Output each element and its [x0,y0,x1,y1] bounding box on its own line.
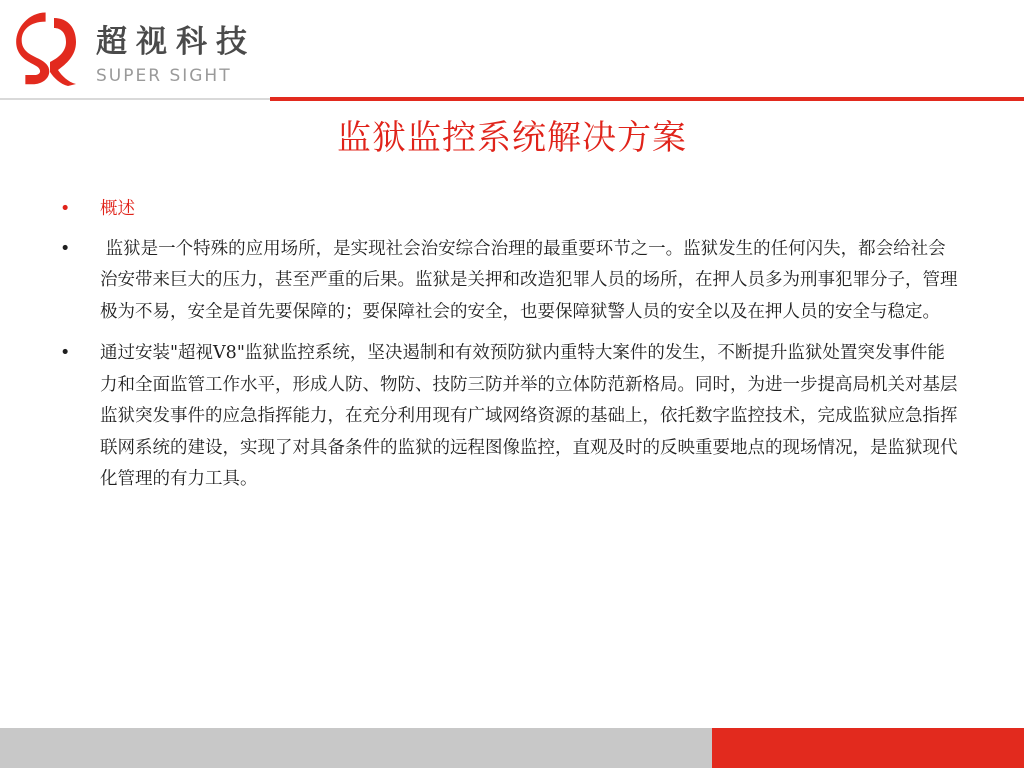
super-sight-logo-mark [14,10,80,90]
footer-bar-red [712,728,1024,768]
bullet-glyph: • [60,343,71,363]
bullet-glyph: • [60,199,71,219]
header-divider-red [270,97,1024,101]
bullet-text: 监狱是一个特殊的应用场所，是实现社会治安综合治理的最重要环节之一。监狱发生的任何闪失，都会给社会治安带来巨大的压力，甚至严重的后果。监狱是关押和改造犯罪人员的场所，在押人员多为刑事犯罪分子，管理极为不易，安全是首先要保障的；要保障社会的安全，也要保障狱警人员的安全以及在押人员的安全与稳定。 [100,238,958,322]
bullet-list [60,194,960,506]
bullet-item-overview [60,194,960,226]
header-divider-grey [0,98,270,100]
logo-chinese-name: 超视科技 [96,24,256,60]
footer-bar-grey [0,728,712,768]
bullet-glyph: • [60,238,71,259]
slide-title: 监狱监控系统解决方案 [337,118,687,158]
logo-english-name: SUPER SIGHT [96,66,232,86]
bullet-item-system-benefits [60,338,960,496]
bullet-text: 概述 [100,199,135,219]
bullet-item-prison-description [60,234,960,329]
company-logo [14,10,274,92]
bullet-text: 通过安装"超视V8"监狱监控系统，坚决遏制和有效预防狱内重特大案件的发生，不断提升监狱处置突发事件能力和全面监管工作水平，形成人防、物防、技防三防并举的立体防范新格局。同时，为进一步提高局机关对基层监狱突发事件的应急指挥能力，在充分利用现有广域网络资源的基础上，依托数字监控技术，完成监狱应急指挥联网系统的建设，实现了对具备条件的监狱的远程图像监控，直观及时的反映重要地点的现场情况，是监狱现代化管理的有力工具。 [100,343,958,489]
